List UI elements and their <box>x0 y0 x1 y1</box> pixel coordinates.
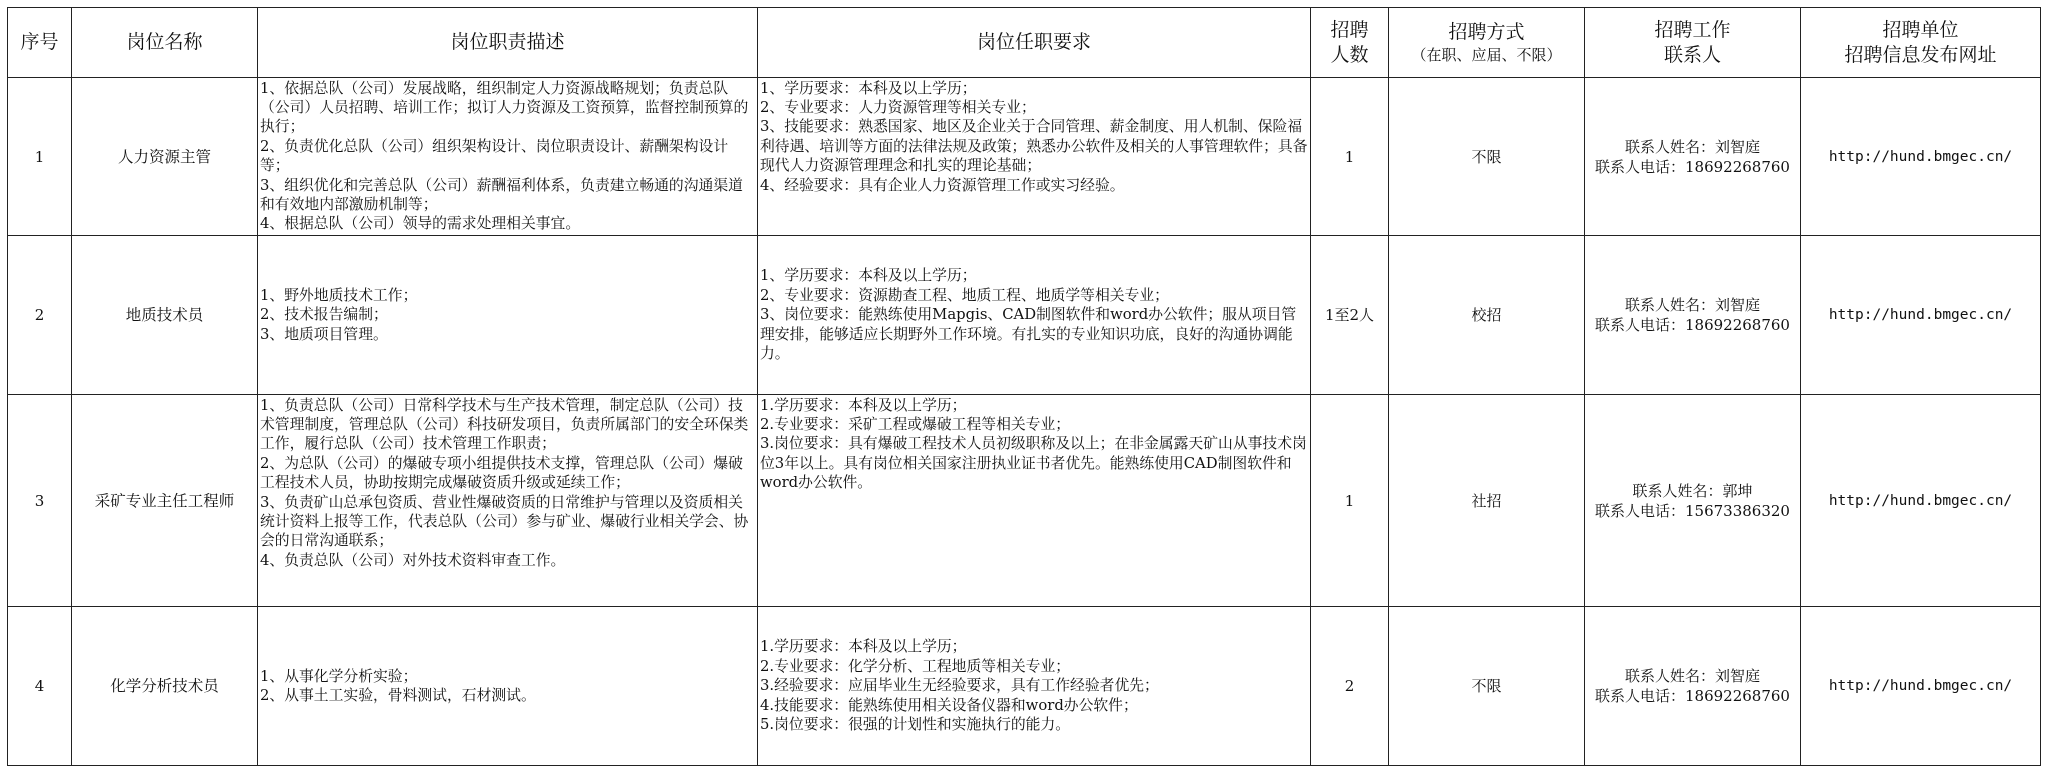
requirements-list <box>758 79 1310 235</box>
cell-method <box>1389 607 1585 766</box>
duty-line: 1、从事化学分析实验； <box>260 667 418 685</box>
contact-name: 联系人姓名：刘智庭 <box>1624 667 1760 685</box>
duty-line: 1、依据总队（公司）发展战略，组织制定人力资源战略规划；负责总队（公司）人员招聘、培训工作；拟订人力资源及工资预算，监督控制预算的执行； <box>260 79 749 136</box>
header-name: 岗位名称 <box>72 8 258 78</box>
seq-text: 1 <box>34 147 45 166</box>
contact-phone: 联系人电话：18692268760 <box>1595 316 1790 334</box>
header-contact-line2: 联系人 <box>1663 43 1721 66</box>
position-name: 地质技术员 <box>125 306 204 324</box>
recruitment-url-link: http://hund.bmgec.cn/ <box>1828 492 2013 509</box>
count-text: 1至2人 <box>1324 306 1375 324</box>
header-seq: 序号 <box>8 8 72 78</box>
header-count-line1: 招聘 <box>1330 18 1369 41</box>
cell-requirements <box>758 607 1311 766</box>
header-count-line2: 人数 <box>1330 43 1369 66</box>
position-name: 采矿专业主任工程师 <box>94 491 235 510</box>
requirement-line: 3.岗位要求：具有爆破工程技术人员初级职称及以上；在非金属露天矿山从事技术岗位3年以上。具有岗位相关国家注册执业证书者优先。能熟练使用CAD制图软件和word办公软件。 <box>760 435 1307 492</box>
cell-position-name <box>72 78 258 236</box>
duty-line: 1、负责总队（公司）日常科学技术与生产技术管理，制定总队（公司）技术管理制度，管理总队（公司）科技研发项目，负责所属部门的安全环保类工作，履行总队（公司）技术管理工作职责； <box>260 396 749 453</box>
cell-duties <box>258 236 758 395</box>
requirement-line: 3、岗位要求：能熟练使用Mapgis、CAD制图软件和word办公软件；服从项目管理安排，能够适应长期野外工作环境。有扎实的专业知识功底，良好的沟通协调能力。 <box>760 306 1297 363</box>
cell-duties <box>258 607 758 766</box>
cell-count <box>1311 607 1389 766</box>
duties-list <box>258 79 757 235</box>
method-text: 不限 <box>1471 677 1502 695</box>
requirement-line: 1、学历要求：本科及以上学历； <box>760 79 977 97</box>
table-row <box>8 78 2041 236</box>
cell-contact <box>1585 78 1801 236</box>
recruitment-url-link: http://hund.bmgec.cn/ <box>1828 148 2013 165</box>
requirement-line: 5.岗位要求：很强的计划性和实施执行的能力。 <box>760 716 1071 734</box>
seq-text: 3 <box>34 491 45 510</box>
recruitment-table <box>7 7 2041 766</box>
cell-seq <box>8 236 72 395</box>
header-row <box>8 8 2041 78</box>
cell-count <box>1311 236 1389 395</box>
header-method-line2: （在职、应届、不限） <box>1411 46 1562 64</box>
cell-url <box>1801 236 2041 395</box>
requirement-line: 2、专业要求：人力资源管理等相关专业； <box>760 98 1036 116</box>
recruitment-url-link: http://hund.bmgec.cn/ <box>1828 678 2013 694</box>
cell-contact <box>1585 607 1801 766</box>
count-text: 1 <box>1344 147 1355 166</box>
duty-line: 3、负责矿山总承包资质、营业性爆破资质的日常维护与管理以及资质相关统计资料上报等工作，代表总队（公司）参与矿业、爆破行业相关学会、协会的日常沟通联系； <box>260 493 749 550</box>
table-row <box>8 395 2041 607</box>
requirement-line: 4.技能要求：能熟练使用相关设备仪器和word办公软件； <box>760 696 1138 714</box>
method-text: 不限 <box>1471 147 1502 166</box>
header-contact <box>1585 8 1801 78</box>
duty-line: 3、组织优化和完善总队（公司）薪酬福利体系，负责建立畅通的沟通渠道和有效地内部激励机制等； <box>260 176 743 213</box>
header-requirements: 岗位任职要求 <box>758 8 1311 78</box>
cell-seq <box>8 607 72 766</box>
duties-list <box>258 667 757 706</box>
cell-position-name <box>72 395 258 607</box>
requirement-line: 4、经验要求：具有企业人力资源管理工作或实习经验。 <box>760 176 1125 194</box>
duty-line: 2、从事土工实验，骨料测试，石材测试。 <box>260 687 536 704</box>
duties-list <box>258 286 757 344</box>
position-name: 化学分析技术员 <box>110 677 219 695</box>
cell-requirements <box>758 236 1311 395</box>
contact-name: 联系人姓名：郭坤 <box>1632 481 1753 500</box>
seq-text: 4 <box>34 677 45 695</box>
cell-duties <box>258 78 758 236</box>
requirement-line: 3.经验要求：应届毕业生无经验要求，具有工作经验者优先； <box>760 677 1159 695</box>
cell-position-name <box>72 236 258 395</box>
contact-name: 联系人姓名：刘智庭 <box>1624 137 1760 156</box>
table-row <box>8 236 2041 395</box>
header-site-line1: 招聘单位 <box>1882 18 1959 41</box>
duty-line: 2、技术报告编制； <box>260 306 388 324</box>
header-count <box>1311 8 1389 78</box>
cell-seq <box>8 78 72 236</box>
requirement-line: 1.学历要求：本科及以上学历； <box>760 638 967 656</box>
method-text: 校招 <box>1471 306 1502 324</box>
duty-line: 3、地质项目管理。 <box>260 325 388 343</box>
requirement-line: 2.专业要求：采矿工程或爆破工程等相关专业； <box>760 415 1071 433</box>
cell-method <box>1389 395 1585 607</box>
count-text: 1 <box>1344 491 1355 510</box>
duty-line: 1、野外地质技术工作； <box>260 286 418 304</box>
cell-method <box>1389 236 1585 395</box>
requirements-list <box>758 396 1310 606</box>
requirement-line: 1.学历要求：本科及以上学历； <box>760 396 967 414</box>
cell-url <box>1801 607 2041 766</box>
table-row <box>8 607 2041 766</box>
duty-line: 2、负责优化总队（公司）组织架构设计、岗位职责设计、薪酬架构设计等； <box>260 137 729 175</box>
cell-contact <box>1585 236 1801 395</box>
requirement-line: 2.专业要求：化学分析、工程地质等相关专业； <box>760 657 1071 675</box>
duty-line: 4、负责总队（公司）对外技术资料审查工作。 <box>260 551 566 569</box>
contact-name: 联系人姓名：刘智庭 <box>1624 296 1760 314</box>
contact-phone: 联系人电话：18692268760 <box>1595 157 1790 176</box>
cell-count <box>1311 78 1389 236</box>
requirement-line: 2、专业要求：资源勘查工程、地质工程、地质学等相关专业； <box>760 286 1169 304</box>
cell-position-name <box>72 607 258 766</box>
requirements-list <box>758 266 1310 363</box>
cell-contact <box>1585 395 1801 607</box>
recruitment-url-link: http://hund.bmgec.cn/ <box>1828 307 2013 323</box>
requirements-list <box>758 637 1310 734</box>
cell-duties <box>258 395 758 607</box>
header-contact-line1: 招聘工作 <box>1654 18 1731 41</box>
duties-list <box>258 396 757 606</box>
position-name: 人力资源主管 <box>117 147 211 166</box>
duty-line: 4、根据总队（公司）领导的需求处理相关事宜。 <box>260 215 581 233</box>
header-method-line1: 招聘方式 <box>1448 21 1525 43</box>
cell-url <box>1801 395 2041 607</box>
cell-count <box>1311 395 1389 607</box>
cell-requirements <box>758 78 1311 236</box>
cell-url <box>1801 78 2041 236</box>
count-text: 2 <box>1344 677 1355 695</box>
seq-text: 2 <box>34 306 45 324</box>
requirement-line: 1、学历要求：本科及以上学历； <box>760 267 977 285</box>
header-duties: 岗位职责描述 <box>258 8 758 78</box>
cell-method <box>1389 78 1585 236</box>
requirement-line: 3、技能要求：熟悉国家、地区及企业关于合同管理、薪金制度、用人机制、保险福利待遇、培训等方面的法律法规及政策；熟悉办公软件及相关的人事管理软件；具备现代人力资源管理理念和扎实的理论基础； <box>760 118 1308 175</box>
contact-phone: 联系人电话：18692268760 <box>1595 687 1790 705</box>
header-method <box>1389 8 1585 78</box>
cell-requirements <box>758 395 1311 607</box>
header-site <box>1801 8 2041 78</box>
method-text: 社招 <box>1471 491 1502 510</box>
contact-phone: 联系人电话：15673386320 <box>1595 501 1790 520</box>
duty-line: 2、为总队（公司）的爆破专项小组提供技术支撑，管理总队（公司）爆破工程技术人员，协助按期完成爆破资质升级或延续工作； <box>260 454 743 492</box>
header-site-line2: 招聘信息发布网址 <box>1844 43 1997 66</box>
cell-seq <box>8 395 72 607</box>
